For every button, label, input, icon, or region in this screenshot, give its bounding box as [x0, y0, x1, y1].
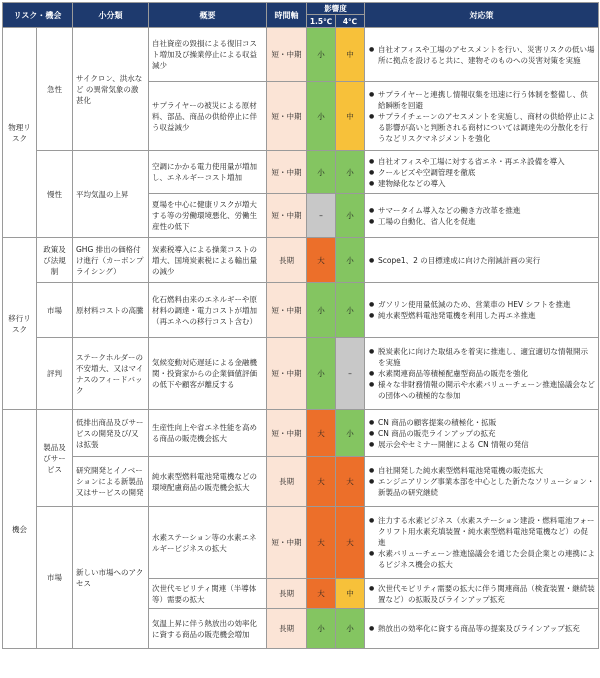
risk-opportunity-table [2, 2, 599, 649]
header-risk: リスク・機会 [3, 3, 73, 28]
measures-cell [365, 28, 599, 82]
measure-item: ● 建物緑化などの導入 [368, 178, 595, 189]
measure-item: ● サプライヤーと連携し情報収集を迅速に行う体制を整備し、供給瞬断を回避 [368, 89, 595, 111]
subcategory-products: 製品及びサービス [37, 410, 73, 507]
subclass-cell: ステークホルダーの不安増大、又はマイナスのフィードバック [73, 338, 149, 410]
subcategory-opp-market: 市場 [37, 507, 73, 649]
measures-cell [365, 410, 599, 457]
measure-item: ● 熱放出の効率化に資する商品等の提案及びラインアップ拡充 [368, 623, 595, 634]
time-cell: 長期 [267, 238, 307, 283]
overview-cell: サプライヤーの被災による原材料、部品、商品の供給停止に伴う収益減少 [149, 82, 267, 151]
measure-item: ● 様々な非財務情報の開示や水素バリューチェーン推進協議会などの団体への積極的な参加 [368, 379, 595, 401]
measure-item: ● エンジニアリング事業本部を中心とした新たなソリューション・新製品の研究継続 [368, 476, 595, 498]
overview-cell: 自社資産の毀損による復旧コスト増加及び操業停止による収益減少 [149, 28, 267, 82]
measure-item: ● ガソリン使用量低減のため、営業車の HEV シフトを推進 [368, 299, 595, 310]
time-cell: 長期 [267, 579, 307, 609]
time-cell: 短・中期 [267, 82, 307, 151]
measure-item: ● Scope1、2 の目標達成に向けた削減計画の実行 [368, 255, 595, 266]
subcategory-reputation: 評判 [37, 338, 73, 410]
overview-cell: 空調にかかる電力使用量が増加し、エネルギーコスト増加 [149, 151, 267, 194]
impact-4c: 小 [336, 410, 365, 457]
header-time: 時間軸 [267, 3, 307, 28]
measures-cell [365, 283, 599, 338]
measure-item: ● 工場の自動化、省人化を促進 [368, 216, 595, 227]
subclass-cell: 低排出商品及びサービスの開発及び/又は拡張 [73, 410, 149, 457]
overview-cell: 水素ステーション等の水素エネルギービジネスの拡大 [149, 507, 267, 579]
category-transition-risk: 移行リスク [3, 238, 37, 410]
impact-4c: 中 [336, 579, 365, 609]
time-cell: 短・中期 [267, 410, 307, 457]
impact-1-5c: 大 [307, 238, 336, 283]
subcategory-chronic: 慢性 [37, 151, 73, 238]
measure-item: ● CN 商品の顧客提案の積極化・拡販 [368, 417, 595, 428]
impact-4c: 小 [336, 283, 365, 338]
overview-cell: 化石燃料由来のエネルギーや原材料の調達・電力コストが増加（再エネへの移行コスト含む） [149, 283, 267, 338]
time-cell: 短・中期 [267, 194, 307, 238]
measures-cell [365, 457, 599, 507]
subcategory-acute: 急性 [37, 28, 73, 151]
time-cell: 長期 [267, 457, 307, 507]
impact-4c: 小 [336, 151, 365, 194]
subclass-cell: 原材料コストの高騰 [73, 283, 149, 338]
header-impact: 影響度 [307, 3, 365, 15]
impact-4c: 大 [336, 457, 365, 507]
category-opportunity: 機会 [3, 410, 37, 649]
impact-4c: 大 [336, 507, 365, 579]
measure-item: ● 自社開発した純水素型燃料電池発電機の販売拡大 [368, 465, 595, 476]
overview-cell: 純水素型燃料電池発電機などの環境配慮商品の販売機会拡大 [149, 457, 267, 507]
measure-item: ● 水素関連商品等積極配慮型商品の販売を強化 [368, 368, 595, 379]
measures-cell [365, 579, 599, 609]
overview-cell: 気温上昇に伴う熱放出の効率化に資する商品の販売機会増加 [149, 609, 267, 649]
measure-item: ● 脱炭素化に向けた取組みを着実に推進し、適宜適切な情報開示を実施 [368, 346, 595, 368]
header-4c: 4℃ [336, 15, 365, 28]
impact-1-5c: 小 [307, 338, 336, 410]
category-physical-risk: 物理リスク [3, 28, 37, 238]
impact-1-5c: 小 [307, 151, 336, 194]
measure-item: ● 自社オフィスや工場のアセスメントを行い、災害リスクの低い場所に拠点を設けると共に、建物そのものへの災害対策を実施 [368, 44, 595, 66]
time-cell: 短・中期 [267, 151, 307, 194]
impact-1-5c: 大 [307, 457, 336, 507]
subclass-cell: サイクロン、洪水など の異常気象の激甚化 [73, 28, 149, 151]
time-cell: 短・中期 [267, 507, 307, 579]
measure-item: ● 次世代モビリティ需要の拡大に伴う関連商品（検査装置・継続装置など）の拡販及びラインアップ拡充 [368, 583, 595, 605]
impact-1-5c: – [307, 194, 336, 238]
time-cell: 短・中期 [267, 338, 307, 410]
impact-4c: 小 [336, 609, 365, 649]
impact-4c: – [336, 338, 365, 410]
measure-item: ● 注力する水素ビジネス（水素ステーション建設・燃料電池フォークリフト用水素充填装置・純水素型燃料電池発電機など）の促進 [368, 515, 595, 548]
impact-1-5c: 大 [307, 507, 336, 579]
subclass-cell: 平均気温の上昇 [73, 151, 149, 238]
overview-cell: 炭素税導入による操業コストの増大、国境炭素税による輸出量の減少 [149, 238, 267, 283]
impact-4c: 中 [336, 28, 365, 82]
subclass-cell: GHG 排出の価格付け進行（カーボンプライシング） [73, 238, 149, 283]
time-cell: 長期 [267, 609, 307, 649]
overview-cell: 生産性向上や省エネ性能を高める商品の販売機会拡大 [149, 410, 267, 457]
impact-1-5c: 小 [307, 609, 336, 649]
header-subclass: 小分類 [73, 3, 149, 28]
subcategory-market: 市場 [37, 283, 73, 338]
measures-cell [365, 82, 599, 151]
overview-cell: 夏場を中心に健康リスクが増大する等の労働環境悪化、労働生産性の低下 [149, 194, 267, 238]
measure-item: ● 展示会やセミナー開催による CN 情報の発信 [368, 439, 595, 450]
impact-1-5c: 小 [307, 82, 336, 151]
measure-item: ● 純水素型燃料電池発電機を利用した再エネ推進 [368, 310, 595, 321]
subclass-cell: 研究開発とイノベーションによる新製品又はサービスの開発 [73, 457, 149, 507]
impact-4c: 小 [336, 194, 365, 238]
impact-1-5c: 大 [307, 579, 336, 609]
impact-4c: 小 [336, 238, 365, 283]
measure-item: ● CN 商品の販売ラインアップの拡充 [368, 428, 595, 439]
impact-1-5c: 小 [307, 283, 336, 338]
impact-1-5c: 小 [307, 28, 336, 82]
measures-cell [365, 238, 599, 283]
measures-cell [365, 194, 599, 238]
overview-cell: 次世代モビリティ関連（半導体等）需要の拡大 [149, 579, 267, 609]
measures-cell [365, 609, 599, 649]
measure-item: ● サプライチェーンのアセスメントを実施し、商材の供給停止による影響が高いと判断される商材については調達先の分散化を行うなどリスクマネジメントを強化 [368, 111, 595, 144]
impact-1-5c: 大 [307, 410, 336, 457]
time-cell: 短・中期 [267, 28, 307, 82]
measures-cell [365, 338, 599, 410]
measure-item: ● 水素バリューチェーン推進協議会を通じた会員企業との連携によるビジネス機会の拡大 [368, 548, 595, 570]
header-overview: 概要 [149, 3, 267, 28]
header-1-5c: 1.5℃ [307, 15, 336, 28]
subcategory-policy: 政策及び法規制 [37, 238, 73, 283]
measures-cell [365, 151, 599, 194]
subclass-cell: 新しい市場へのアクセス [73, 507, 149, 649]
measures-cell [365, 507, 599, 579]
header-measures: 対応策 [365, 3, 599, 28]
measure-item: ● サマータイム導入などの働き方改革を推進 [368, 205, 595, 216]
impact-4c: 中 [336, 82, 365, 151]
measure-item: ● 自社オフィスや工場に対する省エネ・再エネ設備を導入 [368, 156, 595, 167]
time-cell: 短・中期 [267, 283, 307, 338]
measure-item: ● クールビズや空調管理を徹底 [368, 167, 595, 178]
overview-cell: 気候変動対応遅延による金融機関・投資家からの企業価値評価の低下や顧客が離反する [149, 338, 267, 410]
